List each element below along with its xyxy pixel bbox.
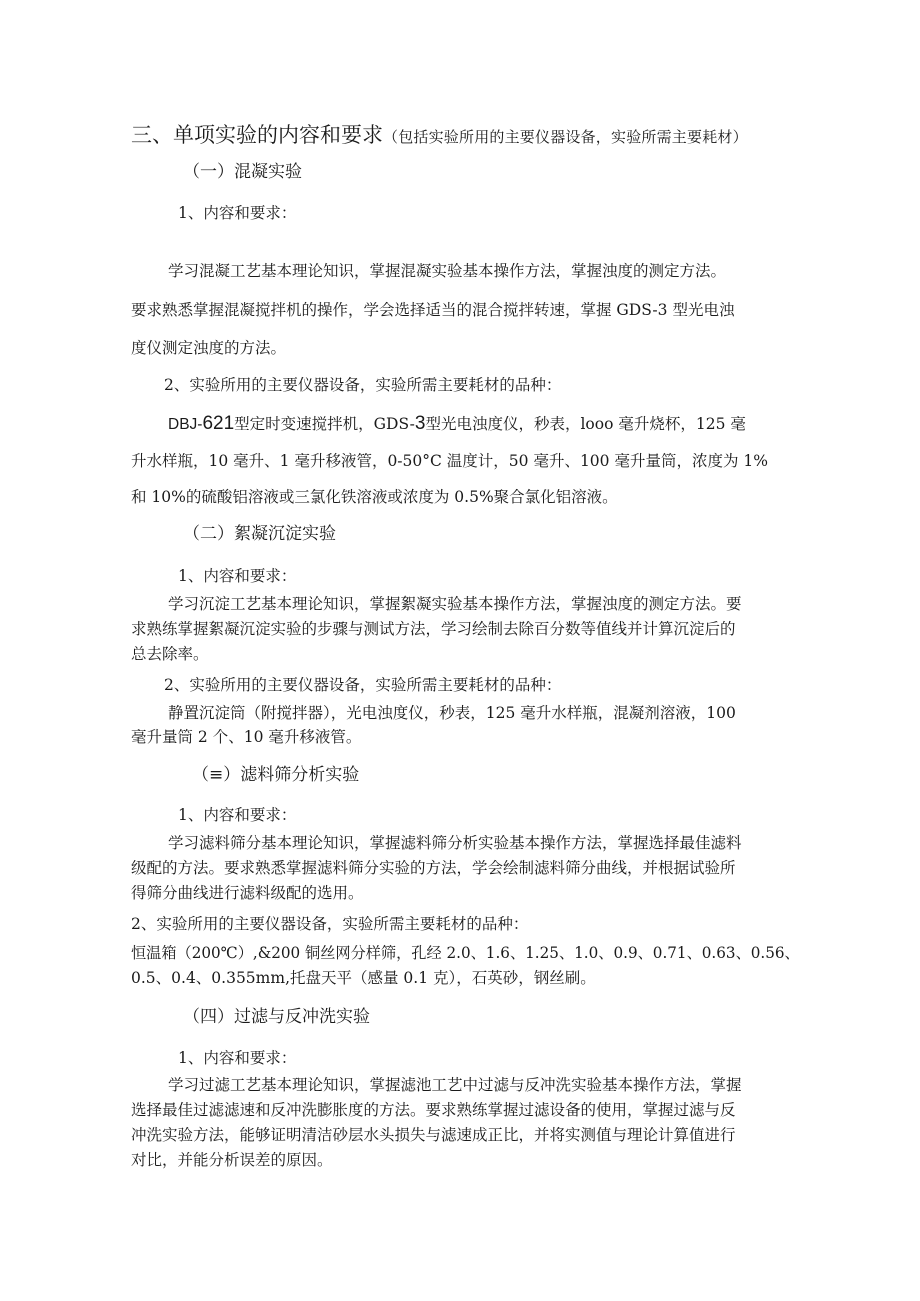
paragraph-line: 冲洗实验方法，能够证明清洁砂层水头损失与滤速成正比，并将实测值与理论计算值进行 <box>131 1126 736 1144</box>
main-heading-text: 三、单项实验的内容和要求 <box>131 123 383 147</box>
equipment-line <box>168 414 746 433</box>
paragraph-line: 对比，并能分析误差的原因。 <box>131 1151 333 1169</box>
paragraph-line: 级配的方法。要求熟悉掌握滤料筛分实验的方法，学会绘制滤料筛分曲线，并根据试验所 <box>131 859 736 877</box>
paragraph-line: 选择最佳过滤滤速和反冲洗膨胀度的方法。要求熟练掌握过滤设备的使用，掌握过滤与反 <box>131 1101 736 1119</box>
section-title: （二）絮凝沉淀实验 <box>183 524 336 544</box>
paragraph-line: 要求熟悉掌握混凝搅拌机的操作，学会选择适当的混合搅拌转速，掌握 GDS-3 型光电浊 <box>131 301 735 319</box>
paragraph-line: 总去除率。 <box>131 645 209 663</box>
equipment-line: 和 10%的硫酸铝溶液或三氯化铁溶液或浓度为 0.5%聚合氯化铝溶液。 <box>131 488 618 506</box>
main-heading-note: （包括实验所用的主要仪器设备，实验所需主要耗材） <box>383 128 748 146</box>
equipment-line: 0.5、0.4、0.355mm,托盘天平（感量 0.1 克），石英砂，钢丝刷。 <box>131 969 596 987</box>
equipment-line: 恒温箱（200℃）,&200 铜丝网分样筛，孔经 2.0、1.6、1.25、1.0、0.9、0.71、0.63、0.56、 <box>131 944 800 962</box>
equipment-text: 型光电浊度仪，秒表，looo 毫升烧杯，125 毫 <box>425 415 746 433</box>
equipment-text: 3 <box>414 413 426 434</box>
equipment-label: 2、实验所用的主要仪器设备，实验所需主要耗材的品种： <box>164 676 562 694</box>
equipment-label: 2、实验所用的主要仪器设备，实验所需主要耗材的品种： <box>131 915 529 933</box>
equipment-text: 型定时变速搅拌机，GDS- <box>234 415 415 433</box>
content-label: 1、内容和要求： <box>178 204 297 222</box>
paragraph-line: 学习滤料筛分基本理论知识，掌握滤料筛分析实验基本操作方法，掌握选择最佳滤料 <box>168 834 742 852</box>
paragraph-line: 学习过滤工艺基本理论知识，掌握滤池工艺中过滤与反冲洗实验基本操作方法，掌握 <box>168 1076 742 1094</box>
content-label: 1、内容和要求： <box>178 567 297 585</box>
section-title: （四）过滤与反冲洗实验 <box>183 1007 370 1027</box>
content-label: 1、内容和要求： <box>178 806 297 824</box>
equipment-line: 静置沉淀筒（附搅拌器），光电浊度仪，秒表，125 毫升水样瓶，混凝剂溶液，100 <box>168 704 736 722</box>
paragraph-line: 求熟练掌握絮凝沉淀实验的步骤与测试方法，学习绘制去除百分数等值线并计算沉淀后的 <box>131 620 736 638</box>
paragraph-line: 学习沉淀工艺基本理论知识，掌握絮凝实验基本操作方法，掌握浊度的测定方法。要 <box>168 595 742 613</box>
equipment-text: 621 <box>202 413 235 434</box>
equipment-text: DBJ- <box>168 416 203 433</box>
section-title: （一）混凝实验 <box>183 162 302 182</box>
paragraph-line: 得筛分曲线进行滤料级配的选用。 <box>131 884 364 902</box>
equipment-line: 毫升量筒 2 个、10 毫升移液管。 <box>131 728 362 746</box>
equipment-line: 升水样瓶，10 毫升、1 毫升移液管，0-50°C 温度计，50 毫升、100 毫升量筒，浓度为 1% <box>131 452 768 470</box>
paragraph-line: 度仪测定浊度的方法。 <box>131 339 287 357</box>
section-title: （≡）滤料筛分析实验 <box>192 765 360 785</box>
equipment-label: 2、实验所用的主要仪器设备，实验所需主要耗材的品种： <box>164 376 562 394</box>
paragraph-line: 学习混凝工艺基本理论知识，掌握混凝实验基本操作方法，掌握浊度的测定方法。 <box>168 262 727 280</box>
main-heading <box>131 125 748 146</box>
content-label: 1、内容和要求： <box>178 1049 297 1067</box>
